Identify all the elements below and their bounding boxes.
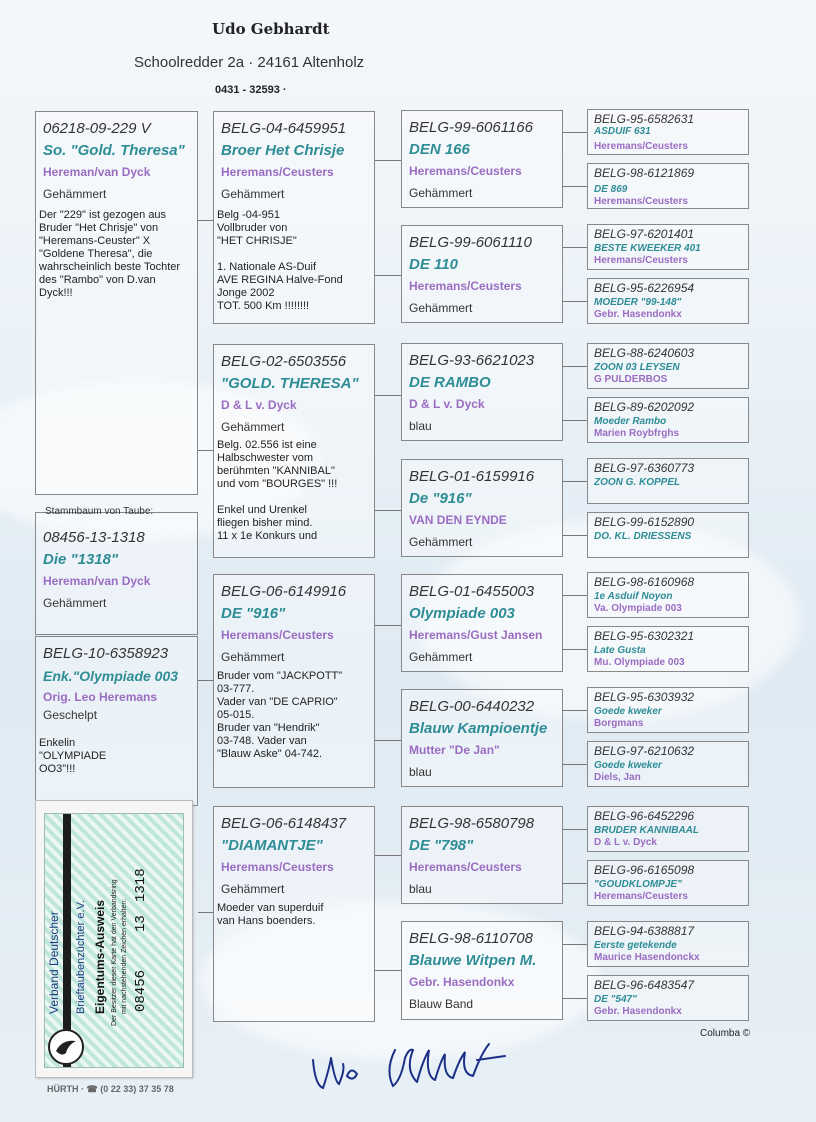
mother-box (35, 636, 198, 806)
gen2-color: Gehämmert (221, 187, 285, 201)
gen4-breeder: Heremans/Ceusters (594, 196, 688, 207)
gen4-box-12 (587, 741, 749, 787)
card-org-1: Verband Deutscher (47, 911, 61, 1014)
gen4-ring: BELG-98-6160968 (594, 575, 695, 589)
gen2-ring: BELG-04-6459951 (221, 120, 347, 137)
gen3-box-3 (401, 343, 563, 441)
gen2-breeder: Heremans/Ceusters (221, 165, 334, 179)
gen3-breeder: Heremans/Ceusters (409, 279, 522, 293)
gen3-breeder: Heremans/Ceusters (409, 860, 522, 874)
gen2-color: Gehämmert (221, 882, 285, 896)
gen4-name: ZOON G. KOPPEL (594, 477, 681, 488)
gen4-ring: BELG-95-6226954 (594, 281, 695, 295)
gen4-ring: BELG-95-6303932 (594, 690, 695, 704)
gen4-name: Goede kweker (594, 760, 662, 771)
gen4-name: Moeder Rambo (594, 416, 667, 427)
card-footer: HÜRTH · ☎ (0 22 33) 37 35 78 (47, 1084, 174, 1094)
connector-line (375, 740, 401, 741)
gen2-name: Broer Het Chrisje (221, 142, 345, 159)
gen4-breeder: Heremans/Ceusters (594, 255, 688, 266)
gen2-remark: Belg. 02.556 ist eine Halbschwester vom berühmten "KANNIBAL" und vom "BOURGES" !!! Enkel und Urenkel fliegen bisher mind. 11 x 1e Konkurs und (217, 439, 338, 542)
connector-line (563, 420, 587, 421)
gen2-box-1 (213, 111, 375, 324)
card-ring-a: 08456 (133, 969, 149, 1012)
gen2-color: Gehämmert (221, 650, 285, 664)
pigeon-logo-icon (48, 1029, 84, 1065)
connector-line (563, 998, 587, 999)
gen2-box-2 (213, 344, 375, 558)
subject-breeder: Hereman/van Dyck (43, 165, 151, 179)
gen4-box-2 (587, 163, 749, 209)
gen2-remark: Bruder vom "JACKPOTT" 03-777. Vader van "DE CAPRIO" 05-015. Bruder van "Hendrik" 03-748. Vader van "Blauw Aske" 04-742. (217, 670, 343, 760)
gen2-breeder: D & L v. Dyck (221, 398, 297, 412)
gen4-box-1 (587, 109, 749, 155)
gen4-breeder: Mu. Olympiade 003 (594, 657, 685, 668)
gen3-name: Blauwe Witpen M. (409, 952, 537, 969)
gen3-box-1 (401, 110, 563, 208)
subject-ring: 06218-09-229 V (43, 120, 151, 137)
gen3-name: DE "798" (409, 837, 474, 854)
gen4-ring: BELG-96-6452296 (594, 809, 695, 823)
gen4-box-10 (587, 626, 749, 672)
gen3-box-5 (401, 574, 563, 672)
gen3-name: Olympiade 003 (409, 605, 515, 622)
gen4-breeder: Heremans/Ceusters (594, 891, 688, 902)
connector-line (563, 132, 587, 133)
gen3-name: DE RAMBO (409, 374, 491, 391)
gen4-breeder: Borgmans (594, 718, 644, 729)
mother-breeder: Orig. Leo Heremans (43, 690, 158, 704)
connector-line (198, 220, 213, 221)
connector-line (563, 535, 587, 536)
mother-color: Geschelpt (43, 708, 98, 722)
gen4-ring: BELG-97-6360773 (594, 461, 695, 475)
connector-line (563, 481, 587, 482)
gen3-breeder: Heremans/Ceusters (409, 164, 522, 178)
connector-line (198, 680, 213, 681)
gen3-ring: BELG-99-6061110 (409, 234, 532, 251)
gen3-name: DE 110 (409, 256, 458, 273)
gen4-ring: BELG-88-6240603 (594, 346, 695, 360)
gen4-box-4 (587, 278, 749, 324)
subject-remark: Der "229" ist gezogen aus Bruder "Het Chrisje" von "Heremans-Ceuster" X "Goldene Theresa", die wahrscheinlich beste Tochter des "Rambo" von D.van Dyck!!! (39, 209, 181, 299)
connector-line (375, 275, 401, 276)
gen3-color: Gehämmert (409, 650, 473, 664)
gen3-box-7 (401, 806, 563, 904)
gen4-ring: BELG-96-6483547 (594, 978, 695, 992)
gen4-box-16 (587, 975, 749, 1021)
connector-line (563, 366, 587, 367)
ownership-card (35, 800, 193, 1078)
taube-1318-breeder: Hereman/van Dyck (43, 574, 151, 588)
gen4-breeder: Gebr. Hasendonkx (594, 1006, 682, 1017)
gen4-breeder: Maurice Hasendonckx (594, 952, 700, 963)
gen3-color: Gehämmert (409, 301, 473, 315)
gen3-breeder: Heremans/Gust Jansen (409, 628, 543, 642)
gen2-box-3 (213, 574, 375, 788)
taube-1318-box (35, 512, 198, 635)
connector-line (563, 247, 587, 248)
gen4-breeder: Heremans/Ceusters (594, 141, 688, 152)
gen2-remark: Belg -04-951 Vollbruder von "HET CHRISJE" 1. Nationale AS-Duif AVE REGINA Halve-Fond Jonge 2002 TOT. 500 Km !!!!!!!! (217, 209, 343, 312)
gen2-ring: BELG-02-6503556 (221, 353, 347, 370)
mother-name: Enk."Olympiade 003 (43, 668, 179, 684)
gen2-name: DE "916" (221, 605, 286, 622)
gen3-box-2 (401, 225, 563, 323)
gen4-ring: BELG-95-6302321 (594, 629, 695, 643)
gen3-box-4 (401, 459, 563, 557)
subject-name: So. "Gold. Theresa" (43, 142, 185, 159)
gen2-box-4 (213, 806, 375, 1022)
gen2-remark: Moeder van superduif van Hans boenders. (217, 902, 324, 927)
breeder-address: Schoolredder 2a · 24161 Altenholz (134, 54, 365, 71)
connector-line (375, 855, 401, 856)
gen4-breeder: Gebr. Hasendonkx (594, 309, 682, 320)
gen4-name: DO. KL. DRIESSENS (594, 531, 692, 542)
gen2-breeder: Heremans/Ceusters (221, 628, 334, 642)
gen2-name: "DIAMANTJE" (221, 837, 323, 854)
gen4-ring: BELG-97-6201401 (594, 227, 695, 241)
connector-line (375, 625, 401, 626)
gen4-name: 1e Asduif Noyon (594, 591, 673, 602)
gen3-ring: BELG-98-6580798 (409, 815, 535, 832)
gen2-ring: BELG-06-6148437 (221, 815, 347, 832)
gen4-name: "GOUDKLOMPJE" (594, 879, 682, 890)
gen4-name: BRUDER KANNIBAAL (594, 825, 699, 836)
connector-line (563, 186, 587, 187)
gen4-breeder: Va. Olympiade 003 (594, 603, 682, 614)
gen4-ring: BELG-97-6210632 (594, 744, 695, 758)
connector-line (375, 395, 401, 396)
connector-line (563, 649, 587, 650)
subject-color: Gehämmert (43, 187, 107, 201)
mother-ring: BELG-10-6358923 (43, 645, 169, 662)
gen3-breeder: D & L v. Dyck (409, 397, 485, 411)
gen3-ring: BELG-00-6440232 (409, 698, 535, 715)
gen3-breeder: Mutter "De Jan" (409, 743, 500, 757)
breeder-name: Udo Gebhardt (212, 20, 330, 38)
gen3-box-8 (401, 921, 563, 1020)
gen4-box-8 (587, 512, 749, 558)
connector-line (375, 160, 401, 161)
gen3-color: blau (409, 765, 432, 779)
signature (305, 1030, 515, 1100)
gen3-ring: BELG-99-6061166 (409, 119, 533, 136)
card-org-2: Brieftaubenzüchter e.V. (75, 900, 87, 1014)
gen4-name: BESTE KWEEKER 401 (594, 243, 701, 254)
gen3-name: DEN 166 (409, 141, 470, 158)
gen4-ring: BELG-94-6388817 (594, 924, 695, 938)
gen4-name: Goede kweker (594, 706, 662, 717)
gen4-ring: BELG-98-6121869 (594, 166, 695, 180)
gen2-ring: BELG-06-6149916 (221, 583, 347, 600)
gen3-color: Gehämmert (409, 535, 473, 549)
connector-line (563, 301, 587, 302)
connector-line (563, 944, 587, 945)
gen4-name: DE "547" (594, 994, 637, 1005)
gen4-ring: BELG-95-6582631 (594, 112, 695, 126)
gen4-box-11 (587, 687, 749, 733)
gen4-ring: BELG-99-6152890 (594, 515, 695, 529)
gen4-breeder: Marien Roybfrghs (594, 428, 680, 439)
gen4-box-9 (587, 572, 749, 618)
connector-line (563, 595, 587, 596)
subject-box (35, 111, 198, 495)
connector-line (198, 912, 213, 913)
gen3-ring: BELG-01-6455003 (409, 583, 535, 600)
gen3-breeder: VAN DEN EYNDE (409, 513, 507, 527)
connector-line (563, 764, 587, 765)
gen4-ring: BELG-89-6202092 (594, 400, 695, 414)
gen4-breeder: Diels, Jan (594, 772, 641, 783)
connector-line (198, 450, 213, 451)
gen4-box-3 (587, 224, 749, 270)
connector-line (563, 710, 587, 711)
stammbaum-label: Stammbaum von Taube: (45, 506, 154, 517)
card-ring-b: 13 (133, 915, 149, 932)
connector-line (563, 883, 587, 884)
gen4-box-14 (587, 860, 749, 906)
card-title: Eigentums-Ausweis (93, 899, 107, 1014)
gen3-color: blau (409, 419, 432, 433)
gen3-name: De "916" (409, 490, 472, 507)
gen4-breeder: G PULDERBOS (594, 374, 668, 385)
gen3-ring: BELG-01-6159916 (409, 468, 535, 485)
connector-line (375, 510, 401, 511)
taube-1318-name: Die "1318" (43, 551, 119, 568)
card-note-1: Der Besitzer dieser Karte hat den Verbandsring (111, 879, 118, 1026)
gen4-name: Eerste getekende (594, 940, 677, 951)
connector-line (375, 970, 401, 971)
card-ring-c: 1318 (133, 868, 149, 902)
taube-1318-color: Gehämmert (43, 596, 107, 610)
gen4-box-6 (587, 397, 749, 443)
gen4-box-13 (587, 806, 749, 852)
gen4-name: Late Gusta (594, 645, 646, 656)
gen4-box-5 (587, 343, 749, 389)
gen4-name: MOEDER "99-148" (594, 297, 682, 308)
gen4-name: ZOON 03 LEYSEN (594, 362, 680, 373)
gen4-ring: BELG-96-6165098 (594, 863, 695, 877)
copyright-text: Columba © (700, 1028, 751, 1039)
gen2-color: Gehämmert (221, 420, 285, 434)
gen4-breeder: D & L v. Dyck (594, 837, 657, 848)
gen2-breeder: Heremans/Ceusters (221, 860, 334, 874)
breeder-phone: 0431 - 32593 · (215, 84, 287, 96)
gen4-name: DE 869 (594, 184, 628, 195)
gen4-box-15 (587, 921, 749, 967)
gen4-box-7 (587, 458, 749, 504)
gen4-name: ASDUIF 631 (594, 126, 651, 137)
gen3-box-6 (401, 689, 563, 787)
gen3-color: Blauw Band (409, 997, 474, 1011)
gen3-breeder: Gebr. Hasendonkx (409, 975, 515, 989)
gen2-name: "GOLD. THERESA" (221, 375, 359, 392)
gen3-color: blau (409, 882, 432, 896)
taube-1318-ring: 08456-13-1318 (43, 529, 145, 546)
connector-line (563, 829, 587, 830)
gen3-color: Gehämmert (409, 186, 473, 200)
mother-remark: Enkelin "OLYMPIADE OO3"!!! (39, 737, 107, 775)
gen3-ring: BELG-93-6621023 (409, 352, 535, 369)
gen3-name: Blauw Kampioentje (409, 720, 548, 737)
card-note-2: mit nachstehenden Zeichen erhalten: (121, 898, 128, 1014)
gen3-ring: BELG-98-6110708 (409, 930, 533, 947)
